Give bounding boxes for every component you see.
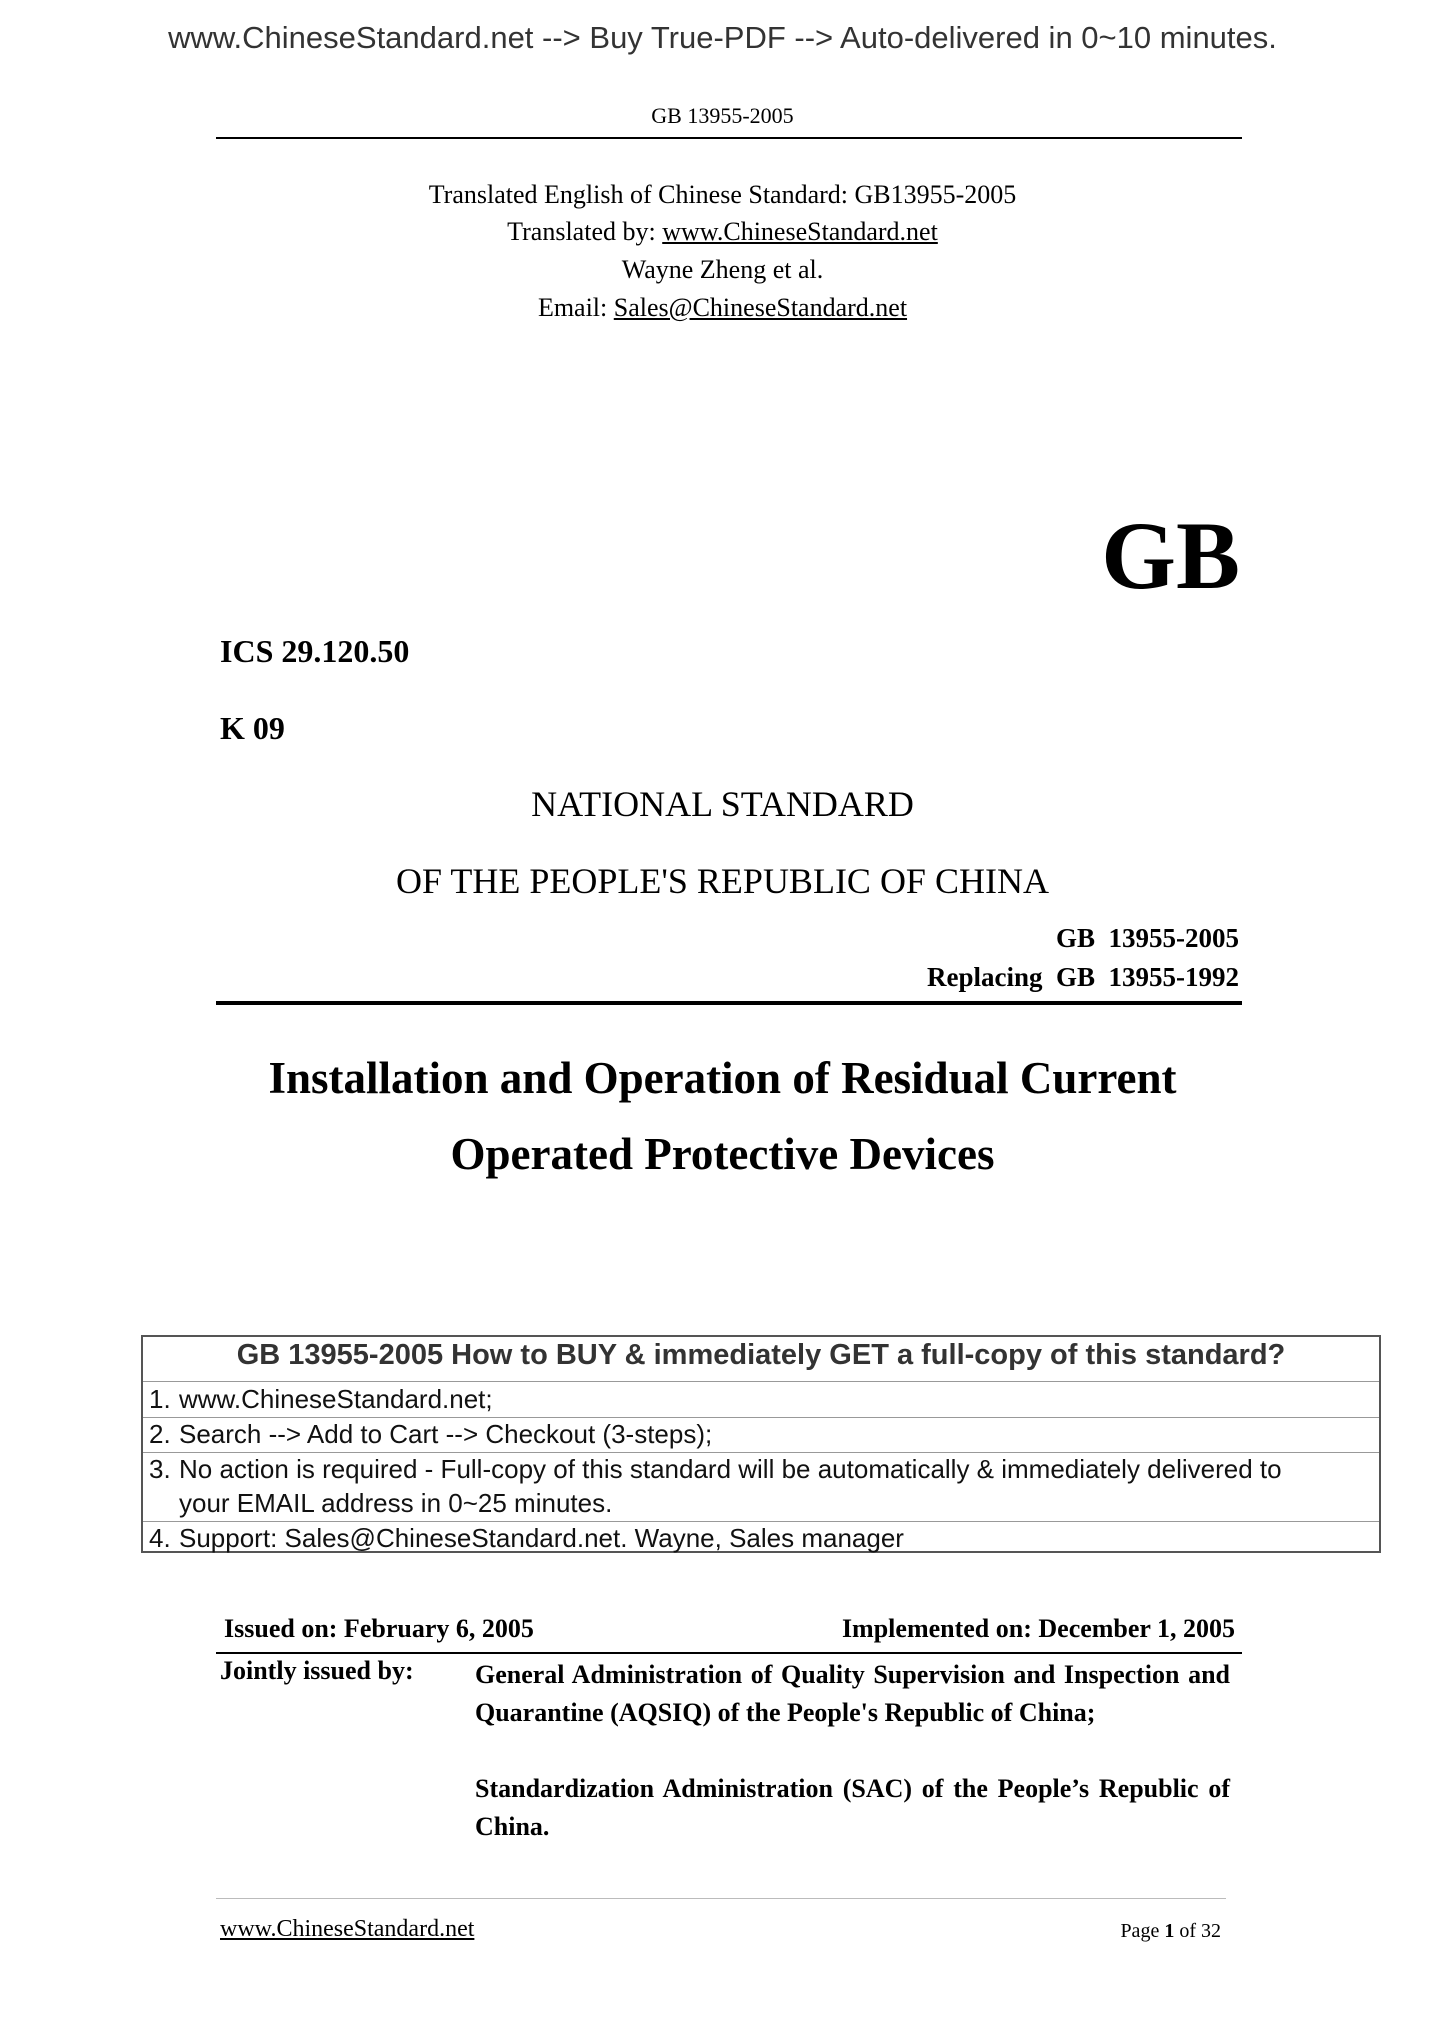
header-divider (216, 137, 1242, 139)
ccs-code: K 09 (220, 710, 285, 746)
ics-code: ICS 29.120.50 (220, 633, 410, 669)
translators-line: Wayne Zheng et al. (621, 255, 824, 284)
replacing-standard: Replacing GB 13955-1992 (926, 962, 1239, 992)
footer-divider (216, 1898, 1226, 1899)
page-number (1120, 1920, 1221, 1943)
translated-by-line (0, 217, 1445, 247)
translation-line: Translated English of Chinese Standard: GB13955-2005 (428, 180, 1017, 209)
buy-step-number: 2. (149, 1419, 171, 1449)
standard-number: GB 13955-2005 (1055, 923, 1239, 953)
gb-mark: GB (1101, 502, 1240, 609)
issue-divider (216, 1652, 1242, 1654)
page-current: 1 (1164, 1920, 1175, 1942)
buy-step-text: Search --> Add to Cart --> Checkout (3-steps); (179, 1419, 713, 1449)
email-line (0, 293, 1445, 323)
running-header-id: GB 13955-2005 (651, 103, 794, 128)
title-divider (216, 1001, 1242, 1005)
national-standard-line1: NATIONAL STANDARD (531, 784, 914, 824)
buy-step-text[interactable]: www.ChineseStandard.net; (179, 1384, 493, 1414)
page-label: Page (1120, 1920, 1165, 1942)
email-link[interactable]: Sales@ChineseStandard.net (613, 293, 908, 322)
buy-box-separator (143, 1417, 1379, 1418)
buy-box-separator (143, 1521, 1379, 1522)
email-label: Email: (537, 293, 614, 322)
translated-by-label: Translated by: (507, 217, 663, 246)
buy-step-number: 4. (149, 1523, 171, 1553)
issuer-sac: Standardization Administration (SAC) of the People’s Republic of China. (475, 1774, 1230, 1841)
footer-site-link[interactable]: www.ChineseStandard.net (220, 1916, 475, 1942)
buy-box-title: GB 13955-2005 How to BUY & immediately GET a full-copy of this standard? (236, 1339, 1286, 1371)
issued-date: Issued on: February 6, 2005 (224, 1614, 534, 1643)
buy-info-box (141, 1335, 1381, 1553)
top-banner: www.ChineseStandard.net --> Buy True-PDF --> Auto-delivered in 0~10 minutes. (168, 20, 1277, 55)
page-of: of (1174, 1920, 1201, 1942)
page-total: 32 (1201, 1920, 1221, 1942)
buy-box-separator (143, 1452, 1379, 1453)
document-title-line1: Installation and Operation of Residual Current (268, 1053, 1177, 1103)
issuer-aqsiq: General Administration of Quality Supervision and Inspection and Quarantine (AQSIQ) of the People's Republic of China; (475, 1660, 1230, 1727)
buy-box-separator (143, 1381, 1379, 1382)
national-standard-line2: OF THE PEOPLE'S REPUBLIC OF CHINA (396, 861, 1049, 901)
buy-step-text: Support: Sales@ChineseStandard.net. Wayne, Sales manager (179, 1523, 904, 1553)
buy-step-number: 3. (149, 1454, 171, 1484)
implemented-date: Implemented on: December 1, 2005 (841, 1614, 1235, 1643)
buy-step-number: 1. (149, 1384, 171, 1414)
jointly-issued-label: Jointly issued by: (220, 1656, 414, 1685)
buy-step-text: No action is required - Full-copy of this standard will be automatically & immediately delivered to (179, 1454, 1282, 1484)
document-title-line2: Operated Protective Devices (450, 1129, 995, 1179)
translated-by-link[interactable]: www.ChineseStandard.net (662, 217, 938, 246)
buy-step-text: your EMAIL address in 0~25 minutes. (179, 1488, 613, 1518)
